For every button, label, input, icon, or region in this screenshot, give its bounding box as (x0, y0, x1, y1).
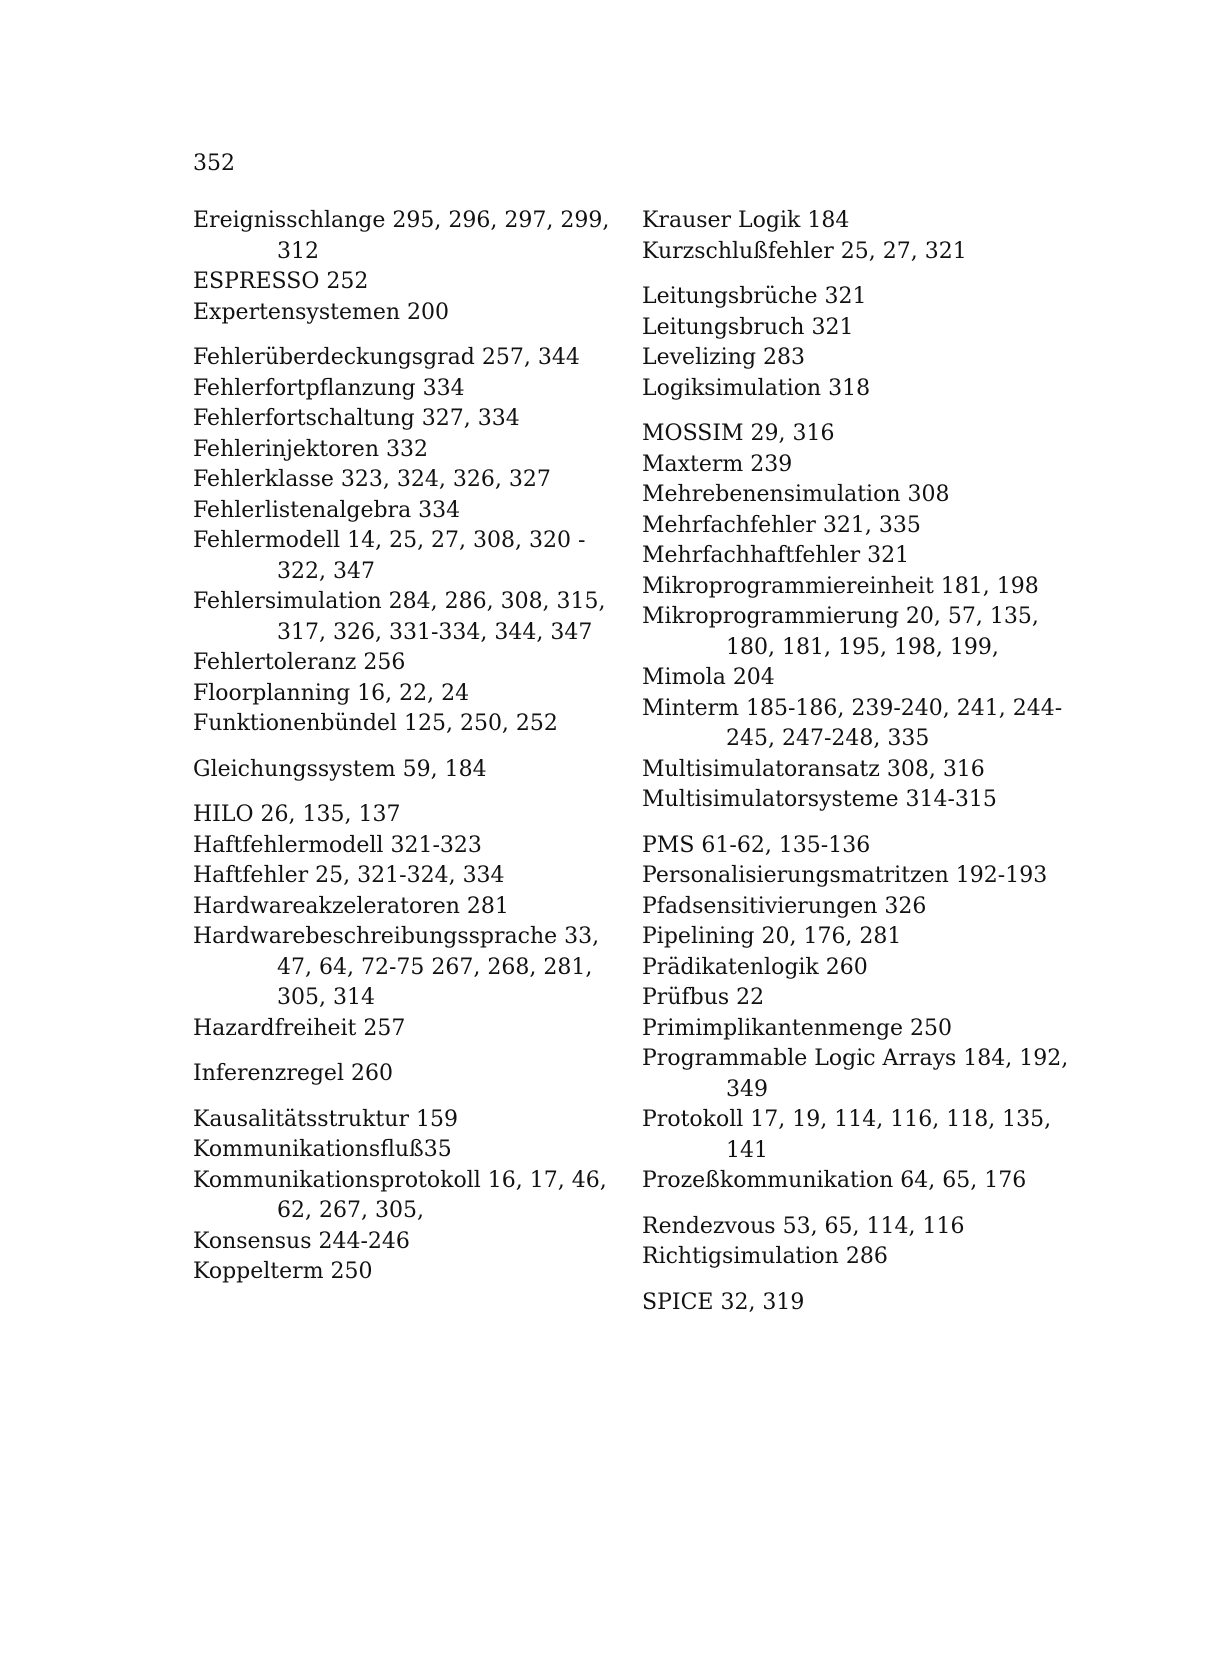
index-entry: Logiksimulation 318 (642, 375, 871, 401)
index-entry-continuation: 62, 267, 305, (277, 1198, 424, 1223)
index-entry: Leitungsbrüche 321 (642, 284, 867, 309)
index-entry: Fehlersimulation 284, 286, 308, 315, (193, 589, 606, 614)
index-entry: Fehlermodell 14, 25, 27, 308, 320 - (193, 528, 586, 553)
index-entry: Fehlerklasse 323, 324, 326, 327 (193, 467, 551, 492)
index-group-g (193, 755, 613, 786)
index-entry: Kurzschlußfehler 25, 27, 321 (642, 238, 967, 264)
index-entry: Maxterm 239 (642, 451, 793, 477)
index-entry: Krauser Logik 184 (642, 208, 850, 233)
index-entry: Kommunikationsprotokoll 16, 17, 46, (193, 1167, 607, 1193)
index-entry: MOSSIM 29, 316 (642, 421, 835, 446)
index-entry: Inferenzregel 260 (193, 1061, 393, 1086)
index-entry-continuation: 245, 247-248, 335 (726, 726, 930, 751)
index-entry: Hardwarebeschreibungssprache 33, (193, 924, 600, 949)
index-entry: Funktionenbündel 125, 250, 252 (193, 711, 558, 736)
index-entry: Programmable Logic Arrays 184, 192, (642, 1046, 1069, 1071)
index-entry-continuation: 47, 64, 72-75 267, 268, 281, (277, 954, 593, 980)
index-entry-continuation: 317, 326, 331-334, 344, 347 (277, 619, 593, 645)
index-entry: Koppelterm 250 (193, 1259, 373, 1284)
index-entry-continuation: 141 (726, 1137, 768, 1163)
index-entry: Minterm 185-186, 239-240, 241, 244- (642, 695, 1063, 721)
index-entry: Mikroprogrammiereinheit 181, 198 (642, 573, 1039, 599)
index-entry: Prüfbus 22 (642, 985, 765, 1010)
index-group-l (642, 282, 1082, 404)
index-entry-continuation: 322, 347 (277, 558, 375, 584)
index-entry: Floorplanning 16, 22, 24 (193, 680, 470, 706)
index-entry: Pipelining 20, 176, 281 (642, 924, 902, 949)
index-entry: Fehlerinjektoren 332 (193, 436, 428, 462)
index-group-i (193, 1059, 613, 1090)
index-entry-continuation: 305, 314 (277, 985, 375, 1010)
index-entry: Primimplikantenmenge 250 (642, 1015, 953, 1041)
index-entry: Haftfehlermodell 321-323 (193, 832, 482, 858)
index-group-p (642, 831, 1082, 1197)
index-entry: Multisimulatoransatz 308, 316 (642, 756, 985, 782)
index-entry: Levelizing 283 (642, 345, 806, 370)
index-entry: Richtigsimulation 286 (642, 1244, 888, 1269)
index-group-h (193, 800, 613, 1044)
index-entry: Protokoll 17, 19, 114, 116, 118, 135, (642, 1107, 1052, 1132)
index-entry: Prozeßkommunikation 64, 65, 176 (642, 1168, 1027, 1193)
index-entry: Fehlerüberdeckungsgrad 257, 344 (193, 345, 580, 370)
index-group-r (642, 1212, 1082, 1273)
index-entry: Prädikatenlogik 260 (642, 954, 868, 980)
index-column-left (193, 206, 613, 1303)
index-entry: Ereignisschlange 295, 296, 297, 299, (193, 208, 610, 233)
index-entry: Hardwareakzeleratoren 281 (193, 893, 509, 919)
index-entry: Pfadsensitivierungen 326 (642, 893, 927, 919)
index-entry: HILO 26, 135, 137 (193, 802, 401, 827)
index-entry: ESPRESSO 252 (193, 269, 369, 294)
index-entry: Mehrebenensimulation 308 (642, 482, 950, 507)
page-number: 352 (193, 151, 235, 176)
index-entry: Konsensus 244-246 (193, 1228, 410, 1254)
index-entry: Mehrfachfehler 321, 335 (642, 512, 921, 538)
index-entry: Personalisierungsmatritzen 192-193 (642, 863, 1048, 888)
index-entry: Mikroprogrammierung 20, 57, 135, (642, 604, 1039, 629)
index-entry: Mimola 204 (642, 665, 775, 690)
index-entry: Fehlerfortschaltung 327, 334 (193, 406, 520, 431)
index-entry: Mehrfachhaftfehler 321 (642, 543, 910, 568)
index-group-k (193, 1105, 613, 1288)
index-group-s (642, 1288, 1082, 1319)
index-entry: Gleichungssystem 59, 184 (193, 756, 487, 782)
index-entry: Rendezvous 53, 65, 114, 116 (642, 1213, 965, 1239)
index-column-right (642, 206, 1082, 1333)
index-entry: SPICE 32, 319 (642, 1289, 805, 1315)
index-entry: Fehlertoleranz 256 (193, 650, 406, 675)
index-entry: PMS 61-62, 135-136 (642, 832, 871, 858)
index-entry: Kausalitätsstruktur 159 (193, 1106, 458, 1132)
index-entry: Multisimulatorsysteme 314-315 (642, 787, 997, 812)
index-entry: Fehlerlistenalgebra 334 (193, 497, 461, 523)
index-entry-continuation: 349 (726, 1076, 768, 1102)
index-group-e (193, 206, 613, 328)
index-entry: Kommunikationsfluß35 (193, 1137, 452, 1162)
index-entry-continuation: 312 (277, 238, 319, 264)
index-entry: Fehlerfortpflanzung 334 (193, 375, 465, 401)
index-entry: Expertensystemen 200 (193, 299, 450, 325)
index-entry: Leitungsbruch 321 (642, 314, 854, 340)
index-entry: Haftfehler 25, 321-324, 334 (193, 863, 505, 888)
index-group-f (193, 343, 613, 740)
index-group-k (642, 206, 1082, 267)
index-entry-continuation: 180, 181, 195, 198, 199, (726, 634, 999, 660)
index-group-m (642, 419, 1082, 816)
index-entry: Hazardfreiheit 257 (193, 1015, 406, 1041)
